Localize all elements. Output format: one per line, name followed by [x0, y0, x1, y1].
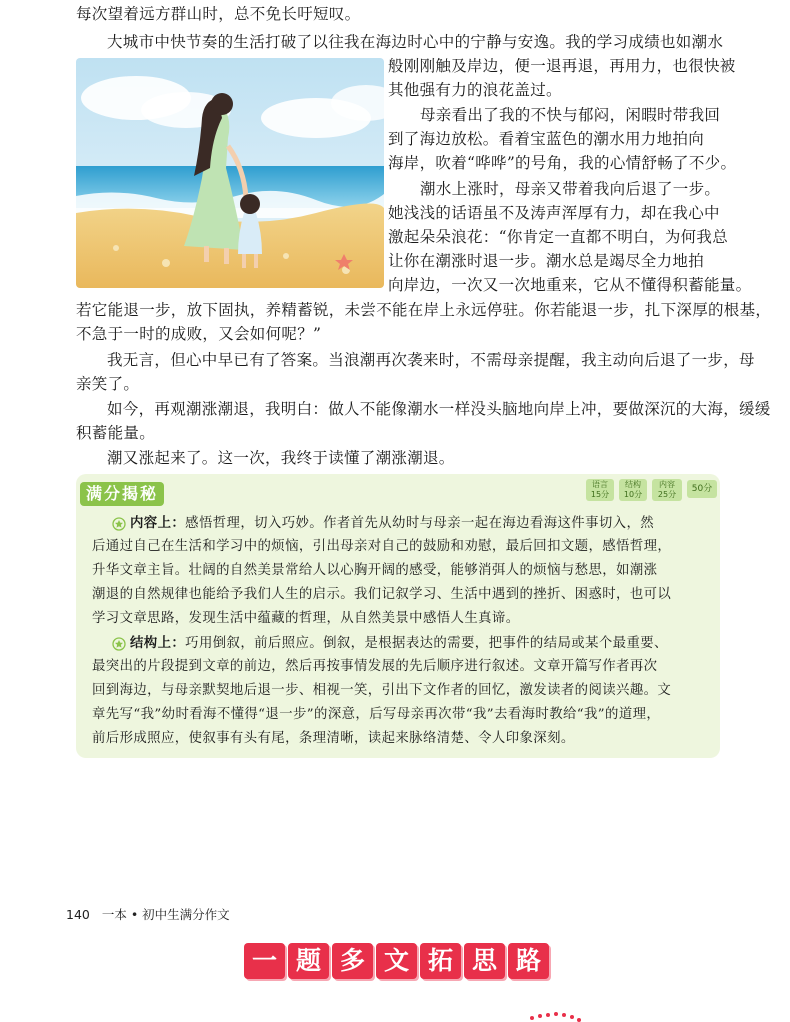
paragraph-line: 向岸边，一次又一次地重来，它从不懂得积蓄能量。 [388, 276, 752, 294]
review-line [130, 512, 654, 535]
banner-char: 文 [376, 943, 417, 979]
paragraph-line: 让你在潮涨时退一步。潮水总是竭尽全力地拍 [388, 252, 705, 270]
review-text: 感悟哲理，切入巧妙。作者首先从幼时与母亲一起在海边看海这件事切入，然 [185, 516, 655, 531]
review-line: 潮退的自然规律也能给予我们人生的启示。我们记叙学习、生活中遇到的挫折、困惑时，也可以 [92, 587, 672, 602]
score-value: 15分 [590, 490, 610, 499]
paragraph-line: 她浅浅的话语虽不及涛声浑厚有力，却在我心中 [388, 204, 720, 222]
score-label: 语言 [592, 480, 608, 489]
beach-illustration [76, 58, 384, 288]
review-line: 最突出的片段提到文章的前边，然后再按事情发展的先后顺序进行叙述。文章开篇写作者再次 [92, 659, 658, 674]
flower-icon [112, 637, 126, 651]
paragraph-line: 每次望着远方群山时，总不免长吁短叹。 [76, 5, 361, 23]
paragraph-line: 如今，再观潮涨潮退，我明白：做人不能像潮水一样没头脑地向岸上冲，要做深沉的大海，缓缓 [107, 400, 771, 418]
score-badge-structure [619, 479, 647, 501]
score-value: 25分 [657, 490, 677, 499]
paragraph-line: 海岸，吹着“哗哗”的号角，我的心情舒畅了不少。 [388, 154, 737, 172]
section-banner [244, 943, 549, 979]
content-label: 内容上： [130, 515, 186, 531]
banner-char: 路 [508, 943, 549, 979]
page-number: 140 [66, 907, 90, 922]
total-score-badge: 50分 [687, 480, 717, 498]
score-badge-content [652, 479, 682, 501]
decorative-dots [528, 1006, 584, 1022]
review-line: 后通过自己在生活和学习中的烦恼，引出母亲对自己的鼓励和劝慰，最后回扣文题，感悟哲理， [92, 539, 672, 554]
page-footer [66, 905, 230, 923]
banner-char: 拓 [420, 943, 461, 979]
paragraph-line: 不急于一时的成败，又会如何呢？” [76, 325, 322, 343]
review-line: 升华文章主旨。壮阔的自然美景常给人以心胸开阔的感受，能够消弭人的烦恼与愁思，如潮涨 [92, 563, 658, 578]
paragraph-line: 亲笑了。 [76, 375, 140, 393]
score-value: 10分 [623, 490, 643, 499]
paragraph-line: 我无言，但心中早已有了答案。当浪潮再次袭来时，不需母亲提醒，我主动向后退了一步，母 [107, 351, 755, 369]
review-line [130, 632, 668, 655]
review-line: 回到海边，与母亲默契地后退一步、相视一笑，引出下文作者的回忆，激发读者的阅读兴趣。文 [92, 683, 672, 698]
banner-char: 一 [244, 943, 285, 979]
paragraph-line: 激起朵朵浪花：“你肯定一直都不明白，为何我总 [388, 228, 729, 246]
structure-label: 结构上： [130, 635, 186, 651]
book-title: 一本 • 初中生满分作文 [101, 907, 230, 922]
paragraph-line: 积蓄能量。 [76, 424, 156, 442]
flower-icon [112, 517, 126, 531]
score-badge-language [586, 479, 614, 501]
review-line: 章先写“我”幼时看海不懂得“退一步”的深意，后写母亲再次带“我”去看海时教给“我”的道理， [92, 707, 661, 722]
paragraph-line: 潮又涨起来了。这一次，我终于读懂了潮涨潮退。 [107, 449, 455, 467]
paragraph-line: 母亲看出了我的不快与郁闷，闲暇时带我回 [420, 106, 721, 124]
paragraph-line: 般刚刚触及岸边，便一退再退，再用力，也很快被 [388, 57, 736, 75]
review-title: 满分揭秘 [80, 482, 164, 506]
paragraph-line: 到了海边放松。看着宝蓝色的潮水用力地拍向 [388, 130, 705, 148]
score-label: 内容 [659, 480, 675, 489]
review-text: 巧用倒叙，前后照应。倒叙，是根据表达的需要，把事件的结局或某个最重要、 [185, 636, 668, 651]
banner-char: 多 [332, 943, 373, 979]
banner-char: 题 [288, 943, 329, 979]
review-line: 前后形成照应，使叙事有头有尾，条理清晰，读起来脉络清楚、令人印象深刻。 [92, 731, 575, 746]
review-line: 学习文章思路，发现生活中蕴藏的哲理，从自然美景中感悟人生真谛。 [92, 611, 520, 626]
paragraph-line: 其他强有力的浪花盖过。 [388, 81, 562, 99]
score-label: 结构 [625, 480, 641, 489]
paragraph-line: 大城市中快节奏的生活打破了以往我在海边时心中的宁静与安逸。我的学习成绩也如潮水 [107, 33, 724, 51]
paragraph-line: 若它能退一步，放下固执，养精蓄锐，未尝不能在岸上永远停驻。你若能退一步，扎下深厚的根基， [76, 301, 772, 319]
banner-char: 思 [464, 943, 505, 979]
paragraph-line: 潮水上涨时，母亲又带着我向后退了一步。 [420, 180, 721, 198]
